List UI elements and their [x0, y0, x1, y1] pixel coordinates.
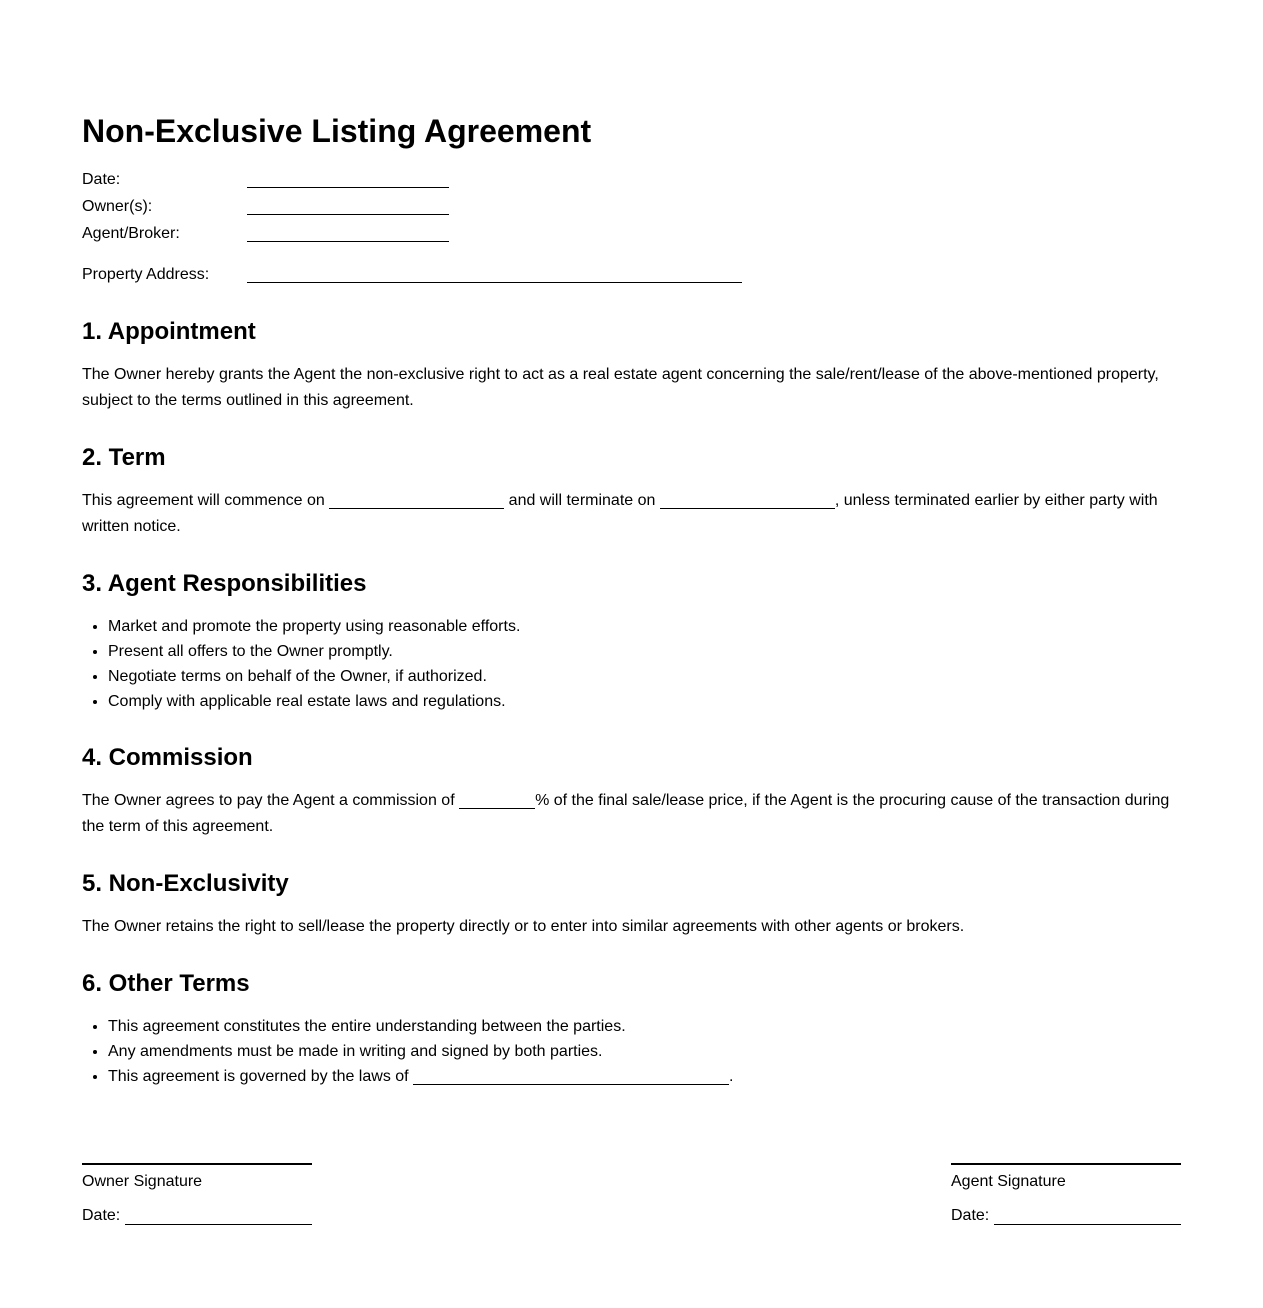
- commission-text-tail: % of the final sale/lease price, if the Agent is the procuring cause of the transaction during the term of this agreement.: [82, 792, 1170, 835]
- agent-broker-field-blank: [247, 241, 449, 242]
- owners-field-label: Owner(s):: [82, 198, 153, 215]
- section-heading-other-terms: 6. Other Terms: [82, 970, 250, 997]
- appointment-paragraph: The Owner hereby grants the Agent the non-exclusive right to act as a real estate agent concerning the sale/rent/lease of the above-mentioned property, subject to the terms outlined in this agreement.: [82, 366, 1159, 409]
- property-address-field-blank: [247, 282, 742, 283]
- field-row-owners: [82, 193, 1181, 220]
- field-row-agent-broker: [82, 220, 1181, 247]
- agent-date-blank: [994, 1203, 1181, 1225]
- term-commence-blank: [329, 508, 504, 509]
- list-item: • Negotiate terms on behalf of the Owner, if authorized.: [108, 664, 1181, 689]
- list-item: • Comply with applicable real estate laws and regulations.: [108, 689, 1181, 714]
- term-paragraph: [82, 488, 1181, 540]
- agent-signature-label: Agent Signature: [951, 1173, 1066, 1190]
- date-field-blank: [247, 187, 449, 188]
- agent-signature-line: [951, 1163, 1181, 1165]
- owner-signature-line: [82, 1163, 312, 1165]
- agent-broker-field-label: Agent/Broker:: [82, 225, 180, 242]
- term-text-lead: This agreement will commence on: [82, 492, 330, 509]
- governing-law-text-tail: .: [729, 1068, 734, 1085]
- commission-text-lead: The Owner agrees to pay the Agent a commission of: [82, 792, 460, 809]
- section-heading-commission: 4. Commission: [82, 744, 253, 771]
- property-address-field-label: Property Address:: [82, 266, 210, 283]
- owner-signature-block: [82, 1163, 312, 1229]
- signature-section: [82, 1163, 1181, 1229]
- commission-percent-blank: [459, 808, 535, 809]
- owner-signature-date-row: [82, 1203, 312, 1229]
- list-item: • Present all offers to the Owner promptly.: [108, 639, 1181, 664]
- commission-paragraph: [82, 788, 1181, 840]
- agent-signature-block: [951, 1163, 1181, 1229]
- governing-law-text-lead: This agreement is governed by the laws of: [108, 1068, 414, 1085]
- agent-signature-date-row: [951, 1203, 1181, 1229]
- term-text-mid: and will terminate on: [504, 492, 660, 509]
- field-row-date: [82, 166, 1181, 193]
- field-row-property-address: [82, 261, 1181, 288]
- section-heading-appointment: 1. Appointment: [82, 318, 256, 345]
- list-item: • Market and promote the property using reasonable efforts.: [108, 614, 1181, 639]
- non-exclusivity-paragraph: The Owner retains the right to sell/lease the property directly or to enter into similar agreements with other agents or brokers.: [82, 918, 965, 935]
- list-item: • This agreement constitutes the entire understanding between the parties.: [108, 1014, 1181, 1039]
- section-heading-term: 2. Term: [82, 444, 166, 471]
- term-text-tail: , unless terminated earlier by either party with written notice.: [82, 492, 1158, 535]
- owner-date-blank: [125, 1203, 312, 1225]
- header-fields: [82, 166, 1181, 288]
- owners-field-blank: [247, 214, 449, 215]
- page-title: Non-Exclusive Listing Agreement: [82, 113, 592, 149]
- governing-law-blank: [413, 1084, 729, 1085]
- agent-date-label: Date:: [951, 1207, 990, 1224]
- owner-signature-label: Owner Signature: [82, 1173, 203, 1190]
- governing-law-item: [108, 1064, 1181, 1089]
- list-item: • Any amendments must be made in writing and signed by both parties.: [108, 1039, 1181, 1064]
- other-terms-list: [82, 1014, 1181, 1089]
- term-terminate-blank: [660, 508, 835, 509]
- section-heading-non-exclusivity: 5. Non-Exclusivity: [82, 870, 289, 897]
- agent-responsibilities-list: [82, 614, 1181, 714]
- section-heading-agent-responsibilities: 3. Agent Responsibilities: [82, 570, 367, 597]
- owner-date-label: Date:: [82, 1207, 121, 1224]
- date-field-label: Date:: [82, 171, 121, 188]
